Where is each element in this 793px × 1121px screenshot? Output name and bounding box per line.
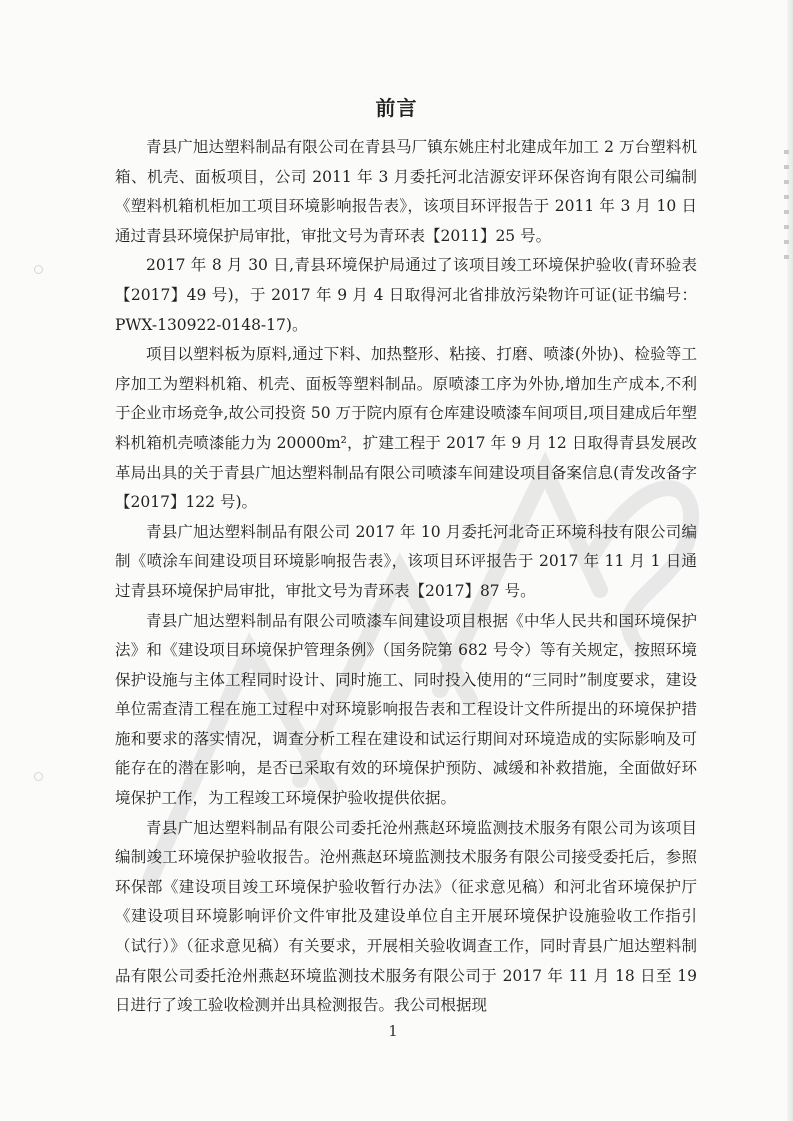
punch-hole-mark (34, 265, 43, 274)
paragraph: 2017 年 8 月 30 日,青县环境保护局通过了该项目竣工环境保护验收(青环验表【2017】49 号)，于 2017 年 9 月 4 日取得河北省排放污染物许可证(证书编号：PWX-130922-0148-17)。 (115, 256, 697, 334)
page-number: 1 (388, 1022, 398, 1040)
scan-margin-marks (784, 150, 790, 270)
paragraph: 青县广旭达塑料制品有限公司在青县马厂镇东姚庄村北建成年加工 2 万台塑料机箱、机壳、面板项目，公司 2011 年 3 月委托河北洁源安评环保咨询有限公司编制《塑料机箱机柜加工项目环境影响报告表》，该项目环评报告于 2011 年 3 月 10 日通过青县环境保护局审批，审批文号为青环表【2011】25 号。 (115, 138, 697, 245)
paragraph: 青县广旭达塑料制品有限公司喷漆车间建设项目根据《中华人民共和国环境保护法》和《建设项目环境保护管理条例》（国务院第 682 号令）等有关规定，按照环境保护设施与主体工程同时设计、同时施工、同时投入使用的“三同时”制度要求，建设单位需查清工程在施工过程中对环境影响报告表和工程设计文件所提出的环境保护措施和要求的落实情况，调查分析工程在建设和试运行期间对环境造成的实际影响及可能存在的潜在影响，是否已采取有效的环境保护预防、减缓和补救措施，全面做好环境保护工作，为工程竣工环境保护验收提供依据。 (115, 611, 697, 808)
paragraph: 青县广旭达塑料制品有限公司委托沧州燕赵环境监测技术服务有限公司为该项目编制竣工环境保护验收报告。沧州燕赵环境监测技术服务有限公司接受委托后，参照环保部《建设项目竣工环境保护验收暂行办法》（征求意见稿）和河北省环境保护厅《建设项目环境影响评价文件审批及建设单位自主开展环境保护设施验收工作指引（试行）》（征求意见稿）有关要求，开展相关验收调查工作，同时青县广旭达塑料制品有限公司委托沧州燕赵环境监测技术服务有限公司于 2017 年 11 月 18 日至 19 日进行了竣工验收检测并出具检测报告。我公司根据现 (115, 818, 697, 1015)
paragraph: 项目以塑料板为原料,通过下料、加热整形、粘接、打磨、喷漆(外协)、检验等工序加工为塑料机箱、机壳、面板等塑料制品。原喷漆工序为外协,增加生产成本,不利于企业市场竞争,故公司投资 50 万于院内原有仓库建设喷漆车间项目,项目建成后年塑料机箱机壳喷漆能力为 20000m²，扩建工程于 2017 年 9 月 12 日取得青县发展改革局出具的关于青县广旭达塑料制品有限公司喷漆车间建设项目备案信息(青发改备字【2017】122 号)。 (115, 345, 697, 512)
page-title: 前言 (375, 96, 418, 120)
paragraph: 青县广旭达塑料制品有限公司 2017 年 10 月委托河北奇正环境科技有限公司编制《喷涂车间建设项目环境影响报告表》，该项目环评报告于 2017 年 11 月 1 日通过青县环境保护局审批，审批文号为青环表【2017】87 号。 (115, 522, 697, 600)
punch-hole-mark (34, 772, 43, 781)
document-body (115, 133, 697, 1021)
